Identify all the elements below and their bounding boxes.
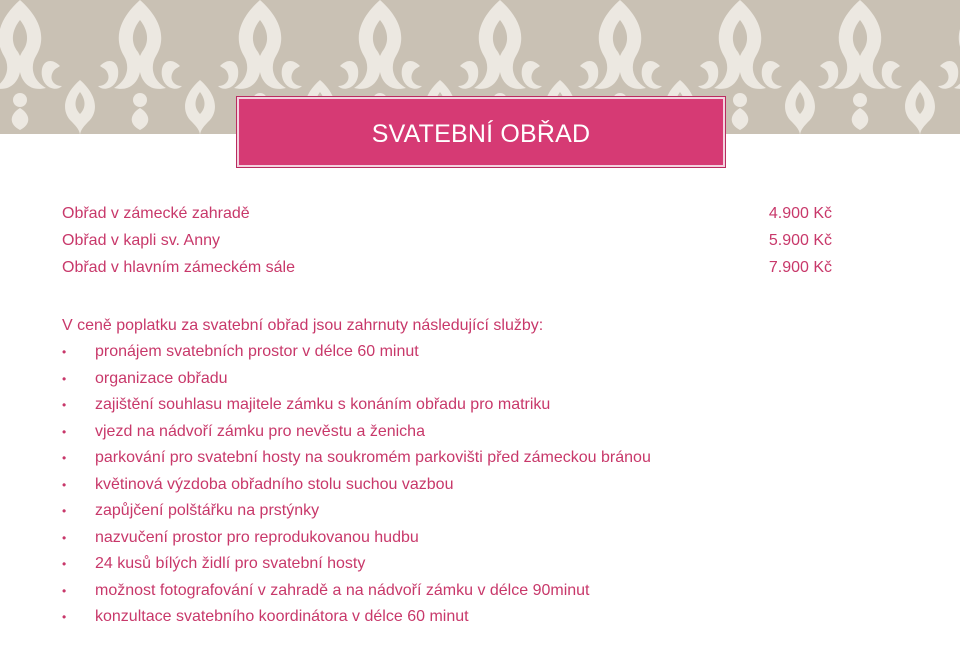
list-item: [62, 525, 832, 552]
list-item: [62, 604, 832, 631]
list-item-text: 24 kusů bílých židlí pro svatební hosty: [95, 555, 366, 572]
price-row: [62, 227, 832, 254]
list-item: [62, 392, 832, 419]
bullet-icon: •: [62, 504, 67, 518]
bullet-icon: •: [62, 424, 67, 439]
list-item-text: pronájem svatebních prostor v délce 60 minut: [95, 343, 419, 360]
bullet-icon: •: [62, 477, 67, 492]
services-intro: V ceně poplatku za svatební obřad jsou zahrnuty následující služby:: [62, 317, 544, 334]
list-item: [62, 339, 832, 366]
list-item: [62, 498, 832, 525]
list-item-text: konzultace svatebního koordinátora v délce 60 minut: [95, 608, 469, 625]
list-item-text: zapůjčení polštářku na prstýnky: [95, 502, 320, 519]
price-row-value: 5.900 Kč: [768, 232, 832, 249]
price-list: [62, 200, 832, 281]
content-area: [62, 200, 832, 631]
list-item-text: květinová výzdoba obřadního stolu suchou vazbou: [95, 475, 454, 493]
bullet-icon: •: [62, 557, 67, 571]
list-item: [62, 472, 832, 499]
list-item-text: zajištění souhlasu majitele zámku s konáním obřadu pro matriku: [95, 396, 551, 413]
list-item-text: vjezd na nádvoří zámku pro nevěstu a ženicha: [95, 422, 425, 440]
price-row: [62, 200, 832, 227]
bullet-icon: •: [62, 530, 67, 545]
bullet-icon: •: [62, 371, 67, 386]
price-row: [62, 254, 832, 281]
list-item-text: nazvučení prostor pro reprodukovanou hudbu: [95, 528, 419, 546]
list-item: [62, 551, 832, 578]
list-item-text: parkování pro svatební hosty na soukromém parkovišti před zámeckou bránou: [95, 449, 651, 466]
price-row-label: Obřad v kapli sv. Anny: [62, 232, 220, 249]
list-item: [62, 419, 832, 446]
page-title: SVATEBNÍ OBŘAD: [371, 119, 591, 148]
title-banner: [237, 97, 725, 167]
bullet-icon: •: [62, 610, 67, 624]
bullet-icon: •: [62, 451, 67, 465]
list-item-text: organizace obřadu: [95, 369, 228, 387]
list-item: [62, 445, 832, 472]
price-row-value: 7.900 Kč: [768, 259, 832, 276]
list-item-text: možnost fotografování v zahradě a na nádvoří zámku v délce 90minut: [95, 581, 590, 599]
bullet-icon: •: [62, 398, 67, 412]
price-row-label: Obřad v hlavním zámeckém sále: [62, 259, 295, 276]
price-row-value: 4.900 Kč: [768, 205, 832, 222]
list-item: [62, 578, 832, 605]
bullet-icon: •: [62, 583, 67, 598]
price-row-label: Obřad v zámecké zahradě: [62, 205, 250, 222]
services-list: [62, 339, 832, 631]
bullet-icon: •: [62, 345, 67, 359]
list-item: [62, 366, 832, 393]
